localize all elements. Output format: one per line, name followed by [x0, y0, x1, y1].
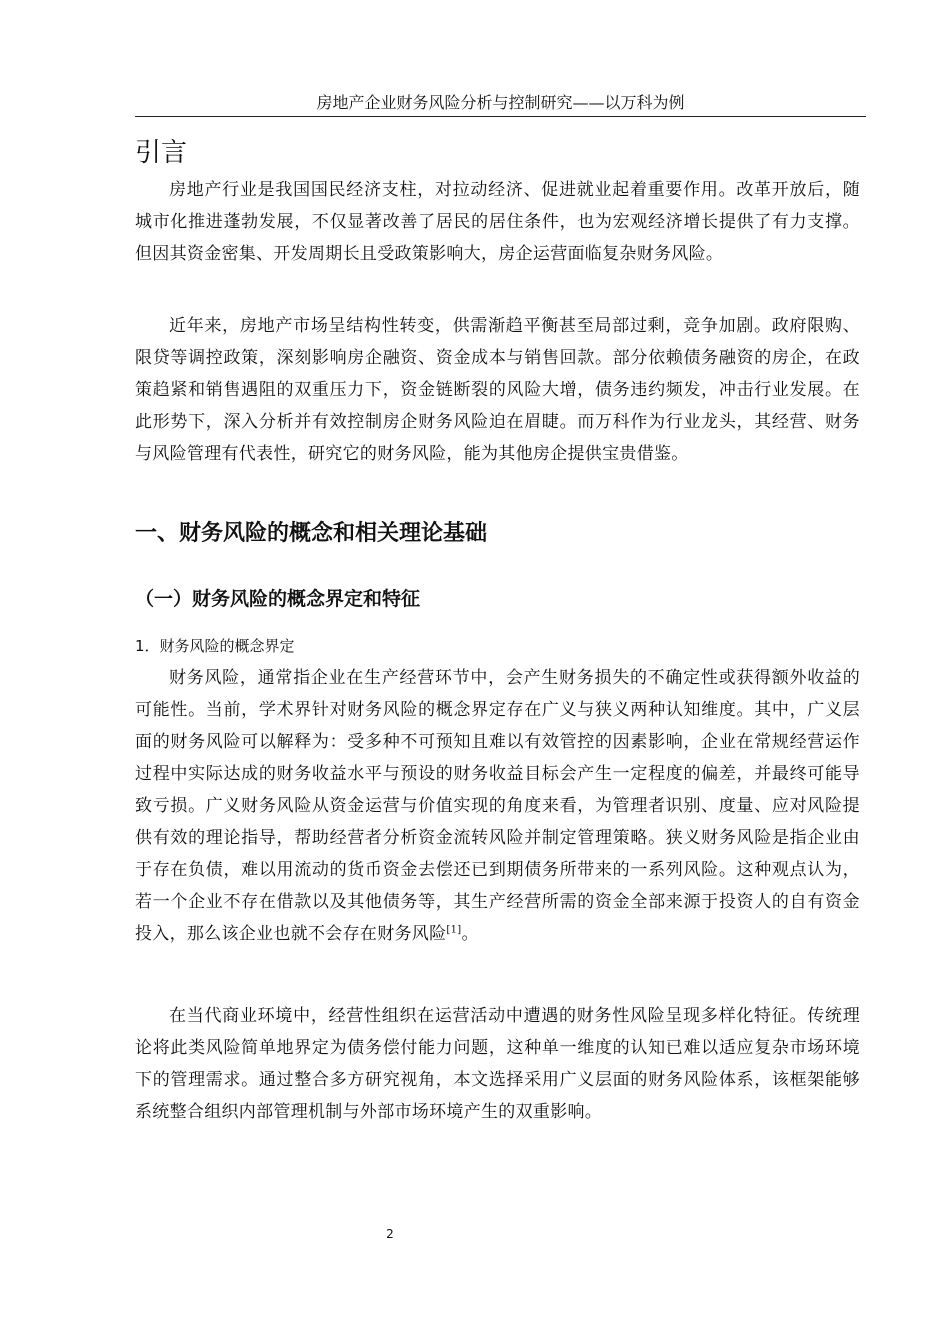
- page-number: 2: [386, 1227, 394, 1241]
- body-paragraph-1-end: 。: [461, 924, 479, 944]
- section-1-heading: 一、财务风险的概念和相关理论基础: [135, 521, 488, 546]
- citation-link[interactable]: [1]: [446, 924, 462, 936]
- body-paragraph-2: 在当代商业环境中，经营性组织在运营活动中遭遇的财务性风险呈现多样化特征。传统理论将此类风险简单地界定为债务偿付能力问题，这种单一维度的认知已难以适应复杂市场环境下的管理需求。通过整合多方研究视角，本文选择采用广义层面的财务风险体系，该框架能够系统整合组织内部管理机制与外部市场环境产生的双重影响。: [135, 1006, 860, 1122]
- body-paragraph-1-text: 财务风险，通常指企业在生产经营环节中，会产生财务损失的不确定性或获得额外收益的可能性。当前，学术界针对财务风险的概念界定存在广义与狭义两种认知维度。其中，广义层面的财务风险可以解释为：受多种不可预知且难以有效管控的因素影响，企业在常规经营运作过程中实际达成的财务收益水平与预设的财务收益目标会产生一定程度的偏差，并最终可能导致亏损。广义财务风险从资金运营与价值实现的角度来看，为管理者识别、度量、应对风险提供有效的理论指导，帮助经营者分析资金流转风险并制定管理策略。狭义财务风险是指企业由于存在负债，难以用流动的货币资金去偿还已到期债务所带来的一系列风险。这种观点认为，若一个企业不存在借款以及其他债务等，其生产经营所需的资金全部来源于投资人的自有资金投入，那么该企业也就不会存在财务风险: [135, 668, 860, 944]
- subsection-1-heading: （一）财务风险的概念界定和特征: [135, 588, 421, 610]
- intro-paragraph-2: 近年来，房地产市场呈结构性转变，供需渐趋平衡甚至局部过剩，竞争加剧。政府限购、限贷等调控政策，深刻影响房企融资、资金成本与销售回款。部分依赖债务融资的房企，在政策趋紧和销售遇阻的双重压力下，资金链断裂的风险大增，债务违约频发，冲击行业发展。在此形势下，深入分析并有效控制房企财务风险迫在眉睫。而万科作为行业龙头，其经营、财务与风险管理有代表性，研究它的财务风险，能为其他房企提供宝贵借鉴。: [135, 316, 860, 464]
- item-1-heading: 1．财务风险的概念界定: [135, 637, 295, 655]
- intro-paragraph-1: 房地产行业是我国国民经济支柱，对拉动经济、促进就业起着重要作用。改革开放后，随城市化推进蓬勃发展，不仅显著改善了居民的居住条件，也为宏观经济增长提供了有力支撑。但因其资金密集、开发周期长且受政策影响大，房企运营面临复杂财务风险。: [135, 180, 860, 264]
- body-paragraph-1: [135, 662, 860, 950]
- intro-title: 引言: [135, 138, 188, 168]
- running-header: 房地产企业财务风险分析与控制研究——以万科为例: [135, 92, 866, 117]
